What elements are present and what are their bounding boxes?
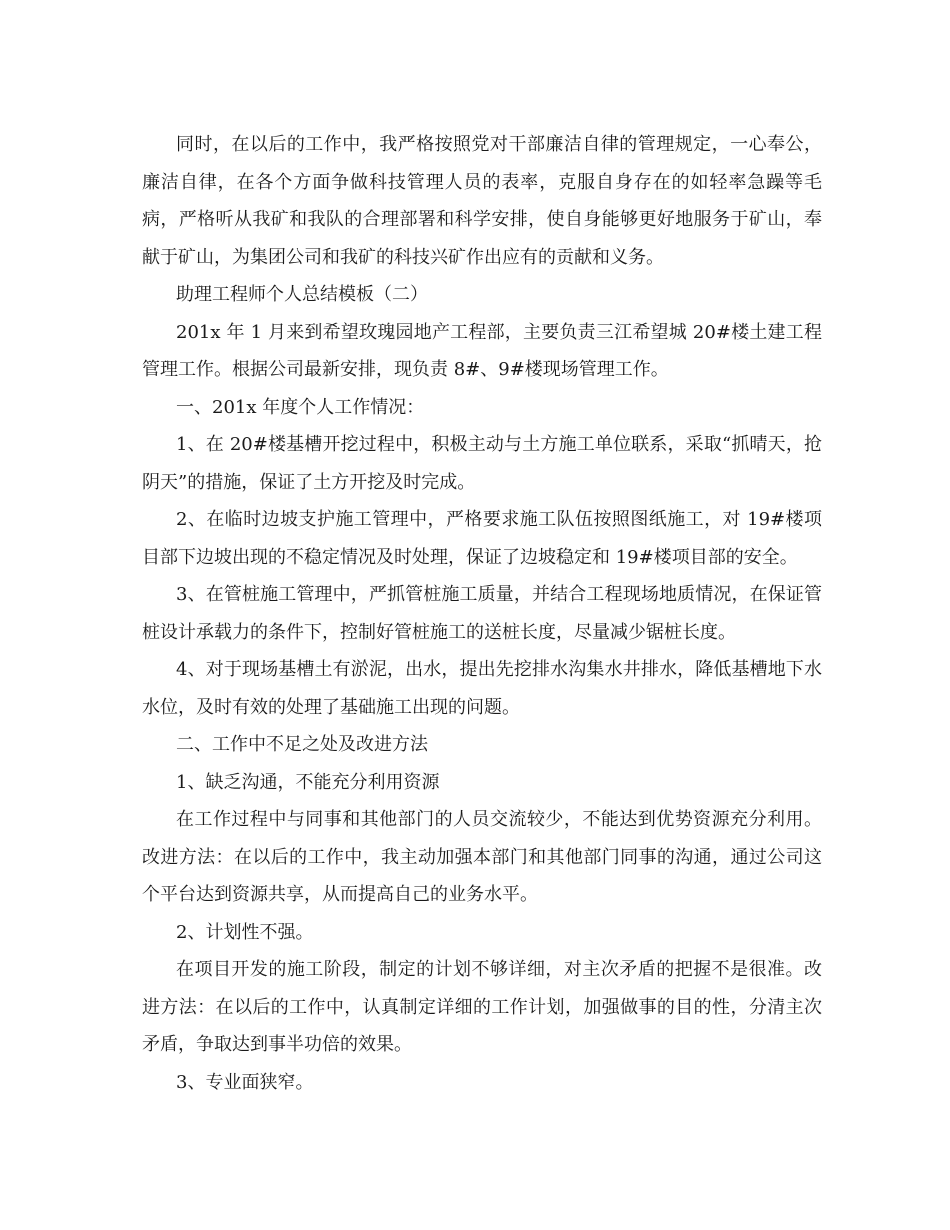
subheading-communication: 1、缺乏沟通，不能充分利用资源 xyxy=(176,771,440,793)
heading-shortcomings: 二、工作中不足之处及改进方法 xyxy=(176,734,428,755)
list-item-2: 2、在临时边坡支护施工管理中，严格要求施工队伍按照图纸施工，对 19#楼项目部下边坡出现的不稳定情况及时处理，保证了边坡稳定和 19#楼项目部的安全。 xyxy=(142,509,822,568)
subheading-specialty: 3、专业面狭窄。 xyxy=(176,1071,314,1093)
heading-work-status: 一、201x 年度个人工作情况： xyxy=(176,396,425,418)
paragraph-intro: 201x 年 1 月来到希望玫瑰园地产工程部，主要负责三江希望城 20#楼土建工程管理工作。根据公司最新安排，现负责 8#、9#楼现场管理工作。 xyxy=(142,321,822,380)
list-item-1: 1、在 20#楼基槽开挖过程中，积极主动与土方施工单位联系，采取“抓晴天，抢阴天”的措施，保证了土方开挖及时完成。 xyxy=(142,434,822,493)
subheading-planning: 2、计划性不强。 xyxy=(176,921,314,943)
section-title: 助理工程师个人总结模板（二） xyxy=(176,284,428,305)
paragraph-integrity: 同时，在以后的工作中，我严格按照党对干部廉洁自律的管理规定，一心奉公，廉洁自律，在各个方面争做科技管理人员的表率，克服自身存在的如轻率急躁等毛病，严格听从我矿和我队的合理部署和科学安排，使自身能够更好地服务于矿山，奉献于矿山，为集团公司和我矿的科技兴矿作出应有的贡献和义务。 xyxy=(142,134,822,268)
list-item-4: 4、对于现场基槽土有淤泥，出水，提出先挖排水沟集水井排水，降低基槽地下水水位，及时有效的处理了基础施工出现的问题。 xyxy=(142,659,822,718)
document-body xyxy=(142,126,822,1101)
list-item-3: 3、在管桩施工管理中，严抓管桩施工质量，并结合工程现场地质情况，在保证管桩设计承载力的条件下，控制好管桩施工的送桩长度，尽量减少锯桩长度。 xyxy=(142,584,822,643)
paragraph-planning: 在项目开发的施工阶段，制定的计划不够详细，对主次矛盾的把握不是很准。改进方法：在以后的工作中，认真制定详细的工作计划，加强做事的目的性，分清主次矛盾，争取达到事半功倍的效果。 xyxy=(142,959,822,1055)
paragraph-communication: 在工作过程中与同事和其他部门的人员交流较少，不能达到优势资源充分利用。改进方法：在以后的工作中，我主动加强本部门和其他部门同事的沟通，通过公司这个平台达到资源共享，从而提高自己的业务水平。 xyxy=(142,809,822,905)
